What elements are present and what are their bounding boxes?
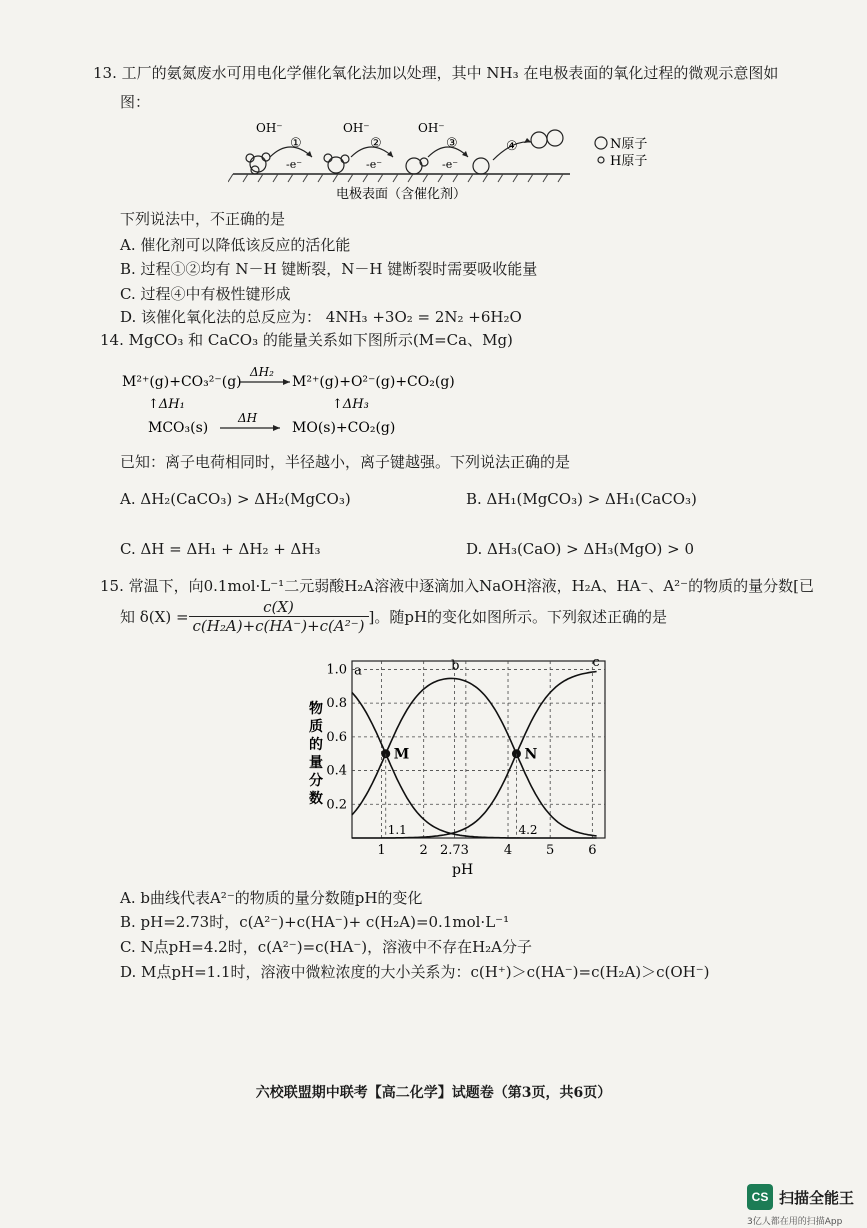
q13-prompt: 下列说法中，不正确的是	[120, 210, 286, 228]
electron-label-3: -e⁻	[442, 158, 459, 171]
svg-text:的: 的	[309, 737, 323, 753]
plot-frame	[352, 661, 605, 838]
electron-label-1: -e⁻	[286, 158, 303, 171]
scanner-tagline: 3亿人都在用的扫描App	[747, 1217, 843, 1227]
y-axis-label	[309, 700, 323, 807]
point-label-M: M	[393, 746, 410, 763]
q13-stem-line2: 图：	[120, 93, 151, 111]
q14-known: 已知：离子电荷相同时，半径越小，离子键越强。下列说法正确的是	[120, 453, 571, 471]
q13-stem-line1: 13. 工厂的氨氮废水可用电化学催化氧化法加以处理，其中 NH₃ 在电极表面的氧化过程的微观示意图如	[93, 64, 779, 82]
q15-option-c: C. N点pH=4.2时，c(A²⁻)=c(HA⁻)，溶液中不存在H₂A分子	[120, 938, 533, 956]
scheme-up-right: ↑ΔH₃	[332, 397, 369, 412]
y-tick-label: 1.0	[326, 662, 347, 678]
svg-text:质: 质	[309, 719, 323, 735]
electron-label-2: -e⁻	[366, 158, 383, 171]
page-footer: 六校联盟期中联考【高二化学】试题卷（第3页，共6页）	[255, 1085, 612, 1101]
q14-option-b: B. ΔH₁(MgCO₃) > ΔH₁(CaCO₃)	[466, 490, 697, 508]
chart-ticks	[326, 662, 596, 858]
q15-stem-suffix: ]。随pH的变化如图所示。下列叙述正确的是	[368, 608, 668, 626]
oh-label-2: OH⁻	[343, 121, 370, 135]
curve-a	[352, 693, 597, 839]
curve-b	[352, 678, 597, 836]
scheme-top-arrow-label: ΔH₂	[250, 365, 274, 379]
scheme-top-right: M²⁺(g)+O²⁻(g)+CO₂(g)	[292, 374, 455, 390]
series-label-a: a	[354, 663, 362, 679]
scanner-logo: CS	[747, 1184, 773, 1210]
fraction-denominator: c(H₂A)+c(HA⁻)+c(A²⁻)	[192, 617, 365, 635]
point-label-N: N	[524, 746, 538, 763]
q14-energy-scheme	[120, 358, 480, 438]
annotation-1.1: 1.1	[387, 823, 407, 837]
x-axis-label: pH	[452, 862, 474, 878]
q15-option-a: A. b曲线代表A²⁻的物质的量分数随pH的变化	[120, 889, 423, 907]
svg-text:数: 数	[309, 791, 323, 807]
y-tick-label: 0.2	[326, 797, 347, 813]
q13-option-c: C. 过程④中有极性键形成	[120, 285, 291, 303]
x-tick-label: 2.73	[439, 843, 469, 858]
legend-n-atom: N原子	[610, 137, 648, 152]
q15-stem-line1: 15. 常温下，向0.1mol·L⁻¹二元弱酸H₂A溶液中逐滴加入NaOH溶液，H₂A、HA⁻、A²⁻的物质的量分数[已	[100, 577, 814, 595]
series-label-b: b	[451, 658, 460, 674]
x-tick-label: 5	[546, 843, 555, 858]
q15-know-prefix: 知 δ(X) =	[120, 608, 189, 626]
scheme-up-left: ↑ΔH₁	[148, 397, 185, 412]
q14-option-c: C. ΔH = ΔH₁ + ΔH₂ + ΔH₃	[120, 540, 321, 558]
legend-h-atom: H原子	[610, 154, 648, 169]
q14-option-d: D. ΔH₃(CaO) > ΔH₃(MgO) > 0	[466, 540, 695, 558]
series-label-c: c	[592, 655, 600, 671]
step-2-label: ②	[370, 136, 382, 151]
surface-caption: 电极表面（含催化剂）	[336, 187, 467, 202]
step-1-label: ①	[290, 136, 302, 151]
scanner-badge	[747, 1184, 855, 1227]
q13-option-d: D. 该催化氧化法的总反应为： 4NH₃ +3O₂ = 2N₂ +6H₂O	[120, 308, 522, 326]
q14-option-a: A. ΔH₂(CaCO₃) > ΔH₂(MgCO₃)	[120, 490, 351, 508]
chart-grid	[352, 661, 605, 838]
q13-option-a: A. 催化剂可以降低该反应的活化能	[120, 236, 351, 254]
svg-text:分: 分	[309, 773, 323, 789]
svg-text:量: 量	[309, 755, 323, 771]
scanner-name: 扫描全能王	[779, 1188, 855, 1207]
x-tick-label: 1	[377, 843, 386, 858]
q14-stem: 14. MgCO₃ 和 CaCO₃ 的能量关系如下图所示(M=Ca、Mg)	[100, 331, 513, 349]
y-tick-label: 0.8	[326, 696, 347, 712]
scheme-bottom-arrow-label: ΔH	[238, 411, 258, 425]
step-4-label: ④	[506, 139, 518, 154]
fraction-numerator: c(X)	[189, 598, 369, 617]
q13-diagram	[228, 112, 668, 202]
scheme-top-left: M²⁺(g)+CO₃²⁻(g)	[122, 374, 242, 390]
step-3-label: ③	[446, 136, 458, 151]
y-tick-label: 0.6	[326, 729, 347, 745]
x-tick-label: 2	[419, 843, 428, 858]
y-tick-label: 0.4	[326, 763, 347, 779]
delta-fraction	[189, 598, 369, 635]
scheme-bottom-left: MCO₃(s)	[148, 420, 209, 436]
q15-definition	[120, 598, 667, 635]
q13-option-b: B. 过程①②均有 N－H 键断裂，N－H 键断裂时需要吸收能量	[120, 260, 538, 278]
q15-option-d: D. M点pH=1.1时，溶液中微粒浓度的大小关系为：c(H⁺)＞c(HA⁻)=c(H₂A)＞c(OH⁻)	[120, 963, 710, 981]
x-tick-label: 4	[503, 843, 513, 858]
scheme-bottom-right: MO(s)+CO₂(g)	[292, 420, 396, 436]
annotation-4.2: 4.2	[518, 823, 538, 837]
svg-text:物: 物	[309, 701, 323, 717]
x-tick-label: 6	[588, 843, 597, 858]
oh-label-1: OH⁻	[256, 121, 283, 135]
oh-label-3: OH⁻	[418, 121, 445, 135]
q15-chart	[295, 655, 625, 880]
q15-option-b: B. pH=2.73时，c(A²⁻)+c(HA⁻)+ c(H₂A)=0.1mol·L⁻¹	[120, 913, 510, 931]
